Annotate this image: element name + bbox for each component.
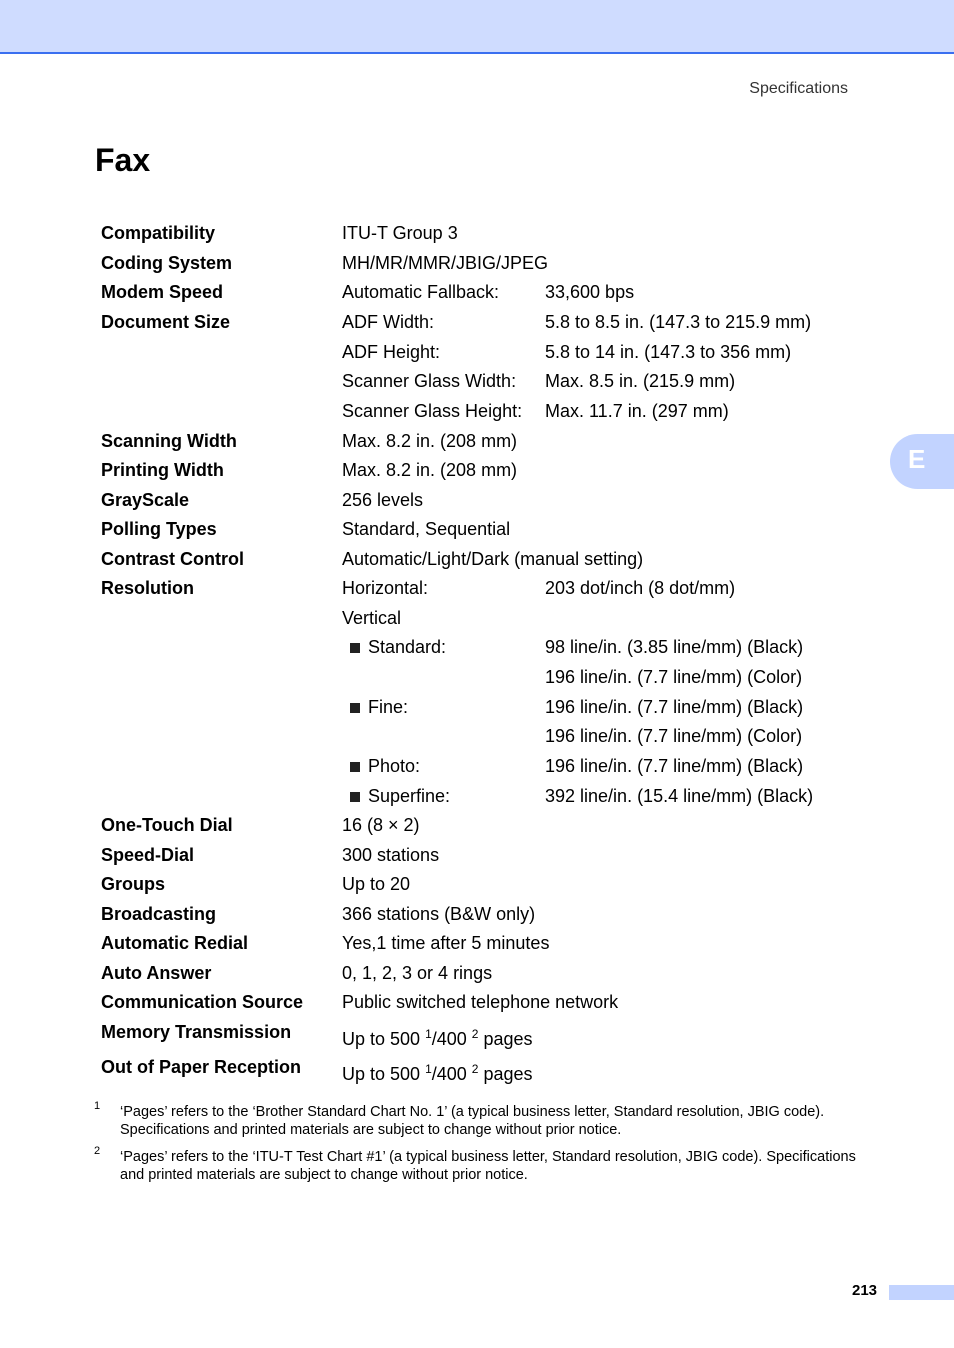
- value-mid: /400: [431, 1029, 472, 1049]
- spec-value: 366 stations (B&W only): [342, 904, 536, 924]
- spec-label: One-Touch Dial: [101, 815, 233, 835]
- spec-label: Out of Paper Reception: [101, 1057, 302, 1077]
- header-band: [0, 0, 954, 54]
- spec-key: Photo:: [368, 756, 421, 776]
- spec-key: Automatic Fallback:: [342, 282, 500, 302]
- spec-value: Max. 8.2 in. (208 mm): [342, 460, 518, 480]
- spec-value: ITU-T Group 3: [342, 223, 458, 243]
- value-suffix: pages: [478, 1029, 533, 1049]
- spec-key: Horizontal:: [342, 578, 429, 598]
- spec-value: 256 levels: [342, 490, 424, 510]
- spec-value: MH/MR/MMR/JBIG/JPEG: [342, 253, 548, 273]
- spec-key: ADF Height:: [342, 342, 441, 362]
- spec-value: 392 line/in. (15.4 line/mm) (Black): [545, 786, 814, 806]
- spec-key: Standard:: [368, 637, 447, 657]
- footnote-ref: 2: [471, 1062, 479, 1076]
- spec-value: 98 line/in. (3.85 line/mm) (Black): [545, 637, 804, 657]
- chapter-tab: [890, 434, 954, 489]
- footnote-ref: 1: [425, 1027, 432, 1041]
- spec-value: Automatic/Light/Dark (manual setting): [342, 549, 644, 569]
- spec-label: Communication Source: [101, 992, 304, 1012]
- spec-label: Speed-Dial: [101, 845, 195, 865]
- spec-value: Public switched telephone network: [342, 992, 619, 1012]
- spec-value: 0, 1, 2, 3 or 4 rings: [342, 963, 493, 983]
- value-prefix: Up to 500: [342, 1029, 426, 1049]
- spec-value: 196 line/in. (7.7 line/mm) (Black): [545, 697, 804, 717]
- value-mid: /400: [431, 1064, 472, 1084]
- footnote-text: ‘Pages’ refers to the ‘Brother Standard Chart No. 1’ (a typical business letter, Standard resolution, JBIG code). Specifications and printed materials are subject to change without prior notice.: [120, 1104, 825, 1138]
- footnote-ref: 1: [425, 1062, 432, 1076]
- spec-value: Yes,1 time after 5 minutes: [342, 933, 550, 953]
- spec-label: Polling Types: [101, 519, 217, 539]
- spec-label: Coding System: [101, 253, 233, 273]
- running-header: Specifications: [749, 80, 848, 97]
- spec-label: Compatibility: [101, 223, 216, 243]
- spec-key: Fine:: [368, 697, 409, 717]
- footnote-number: 1: [94, 1100, 101, 1112]
- spec-label: Resolution: [101, 578, 194, 598]
- spec-label: Scanning Width: [101, 431, 237, 451]
- spec-label: Auto Answer: [101, 963, 212, 983]
- spec-label: Printing Width: [101, 460, 224, 480]
- spec-value: 196 line/in. (7.7 line/mm) (Black): [545, 756, 804, 776]
- footnote-number: 2: [94, 1145, 101, 1157]
- spec-label: Document Size: [101, 312, 231, 332]
- spec-value: Up to 20: [342, 874, 411, 894]
- spec-label: Broadcasting: [101, 904, 217, 924]
- spec-value: 33,600 bps: [545, 282, 635, 302]
- page-number-bar: [889, 1285, 954, 1300]
- spec-key: Vertical: [342, 608, 402, 628]
- value-suffix: pages: [478, 1064, 533, 1084]
- spec-key: Scanner Glass Width:: [342, 371, 517, 391]
- spec-label: Automatic Redial: [101, 933, 249, 953]
- footnote-text: ‘Pages’ refers to the ‘ITU-T Test Chart #1’ (a typical business letter, Standard resolution, JBIG code). Specifications and printed materials are subject to change without prior notice.: [120, 1149, 856, 1183]
- bullet-icon: [350, 643, 360, 653]
- spec-label: Modem Speed: [101, 282, 224, 302]
- spec-value: 300 stations: [342, 845, 440, 865]
- spec-label: GrayScale: [101, 490, 190, 510]
- bullet-icon: [350, 792, 360, 802]
- bullet-icon: [350, 762, 360, 772]
- spec-label: Contrast Control: [101, 549, 244, 569]
- spec-key: Superfine:: [368, 786, 451, 806]
- spec-value: [342, 1062, 533, 1085]
- spec-key: Scanner Glass Height:: [342, 401, 523, 421]
- spec-key: ADF Width:: [342, 312, 435, 332]
- spec-label: Groups: [101, 874, 166, 894]
- spec-value: Max. 8.2 in. (208 mm): [342, 431, 518, 451]
- spec-value: 196 line/in. (7.7 line/mm) (Color): [545, 726, 803, 746]
- spec-value: 16 (8 × 2): [342, 815, 420, 835]
- page-number: 213: [852, 1282, 878, 1299]
- spec-value: 203 dot/inch (8 dot/mm): [545, 578, 736, 598]
- spec-label: Memory Transmission: [101, 1022, 292, 1042]
- spec-value: Max. 8.5 in. (215.9 mm): [545, 371, 736, 391]
- page-title: Fax: [95, 142, 151, 178]
- spec-value: [342, 1027, 533, 1050]
- spec-value: 196 line/in. (7.7 line/mm) (Color): [545, 667, 803, 687]
- spec-value: Standard, Sequential: [342, 519, 511, 539]
- footnote-ref: 2: [471, 1027, 479, 1041]
- chapter-tab-label: E: [908, 444, 926, 474]
- spec-value: 5.8 to 14 in. (147.3 to 356 mm): [545, 342, 792, 362]
- value-prefix: Up to 500: [342, 1064, 426, 1084]
- spec-value: 5.8 to 8.5 in. (147.3 to 215.9 mm): [545, 312, 812, 332]
- bullet-icon: [350, 703, 360, 713]
- spec-value: Max. 11.7 in. (297 mm): [545, 401, 729, 421]
